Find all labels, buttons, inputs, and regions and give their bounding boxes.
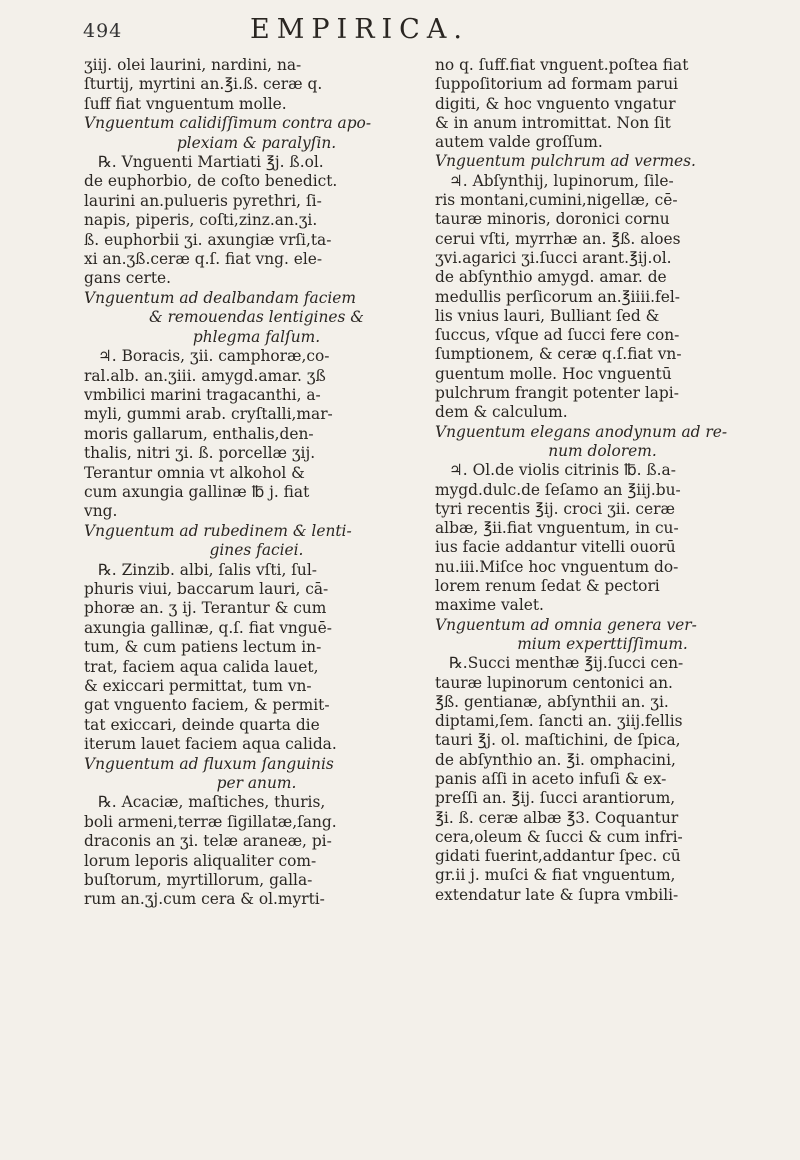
recipe-heading: gines faciei. bbox=[209, 541, 304, 560]
text-line: phoræ an. ʒ ij. Terantur & cum bbox=[84, 599, 327, 618]
text-line: & in anum intromittat. Non ſit bbox=[435, 113, 671, 132]
text-line: Terantur omnia vt alkohol & bbox=[84, 463, 305, 482]
text-line: albæ, ℥ii.fiat vnguentum, in cu- bbox=[435, 519, 679, 538]
text-line: pulchrum frangit potenter lapi- bbox=[435, 384, 679, 403]
text-line: xi an.ʒß.ceræ q.ſ. fiat vng. ele- bbox=[84, 250, 323, 269]
text-line: laurini an.pulueris pyrethri, ſi- bbox=[84, 191, 322, 210]
text-line: de abſynthio amygd. amar. de bbox=[435, 268, 667, 287]
recipe-start-line: ♃. Ol.de violis citrinis ℔. ß.a- bbox=[449, 461, 676, 480]
recipe-heading: num dolorem. bbox=[548, 441, 657, 460]
text-line: panis aſſi in aceto infuſi & ex- bbox=[435, 769, 667, 788]
text-line: vmbilici marini tragacanthi, a- bbox=[84, 385, 321, 404]
text-line: digiti, & hoc vnguento vngatur bbox=[435, 94, 676, 113]
text-line: lorum leporis aliqualiter com- bbox=[84, 851, 317, 870]
text-line: vng. bbox=[84, 502, 118, 521]
recipe-heading: plexiam & paralyſin. bbox=[176, 133, 337, 152]
recipe-start-line: ℞.Succi menthæ ℥ij.ſucci cen- bbox=[449, 654, 684, 673]
recipe-heading: Vnguentum ad fluxum ſanguinis bbox=[84, 754, 334, 773]
text-line: extendatur late & ſupra vmbili- bbox=[435, 885, 679, 904]
text-line: moris gallarum, enthalis,den- bbox=[84, 424, 314, 443]
text-line: no q. ſuff.fiat vnguent.poſtea fiat bbox=[435, 56, 689, 74]
recipe-start-line: ℞. Acaciæ, maſtiches, thuris, bbox=[98, 793, 326, 812]
text-line: napis, piperis, coſti,zinz.an.ʒi. bbox=[84, 211, 318, 230]
text-line: ſuccus, vſque ad ſucci fere con- bbox=[435, 326, 680, 345]
recipe-heading: phlegma falſum. bbox=[192, 327, 321, 346]
text-line: phuris viui, baccarum lauri, cā- bbox=[84, 579, 329, 598]
text-line: autem valde groſſum. bbox=[435, 133, 603, 152]
text-line: boli armeni,terræ ſigillatæ,ſang. bbox=[84, 812, 337, 831]
text-line: tat exiccari, deinde quarta die bbox=[84, 715, 320, 734]
text-line: diptami,ſem. ſancti an. ʒiij.fellis bbox=[435, 712, 683, 731]
text-line: buſtorum, myrtillorum, galla- bbox=[84, 871, 313, 890]
text-line: rum an.ʒj.cum cera & ol.myrti- bbox=[84, 890, 325, 909]
recipe-heading: Vnguentum elegans anodynum ad re- bbox=[435, 422, 728, 441]
text-line: & exiccari permittat, tum vn- bbox=[84, 677, 312, 695]
text-line: ſuppoſitorium ad formam parui bbox=[435, 75, 679, 94]
running-head: EMPIRICA. bbox=[250, 14, 469, 45]
text-line: maxime valet. bbox=[435, 596, 544, 615]
text-line: ſumptionem, & ceræ q.ſ.fiat vn- bbox=[435, 345, 682, 364]
recipe-heading: mium experttiſſimum. bbox=[517, 634, 688, 653]
text-line: tyri recentis ℥ij. croci ʒii. ceræ bbox=[435, 499, 675, 518]
page-number: 494 bbox=[83, 20, 123, 42]
text-line: trat, faciem aqua calida lauet, bbox=[84, 657, 319, 676]
recipe-heading: Vnguentum pulchrum ad vermes. bbox=[435, 152, 696, 171]
text-line: tauræ lupinorum centonici an. bbox=[435, 673, 673, 692]
text-line: nu.iii.Miſce hoc vnguentum do- bbox=[435, 557, 679, 576]
text-line: de euphorbio, de coſto benedict. bbox=[84, 172, 338, 191]
recipe-start-line: ♃. Abſynthij, lupinorum, ſile- bbox=[449, 171, 674, 190]
text-line: tauræ minoris, doronici cornu bbox=[435, 210, 670, 229]
text-line: gidati fuerint,addantur ſpec. cū bbox=[435, 847, 681, 866]
text-line: mygd.dulc.de ſeſamo an ℥iij.bu- bbox=[435, 480, 681, 499]
recipe-heading: Vnguentum ad omnia genera ver- bbox=[435, 615, 697, 634]
text-line: iterum lauet faciem aqua calida. bbox=[84, 735, 337, 754]
text-line: myli, gummi arab. cryſtalli,mar- bbox=[84, 405, 333, 424]
text-line: ʒvi.agarici ʒi.ſucci arant.℥ij.ol. bbox=[435, 248, 672, 267]
text-line: cerui vſti, myrrhæ an. ℥ß. aloes bbox=[435, 229, 681, 248]
text-line: gr.ii j. muſci & fiat vnguentum, bbox=[435, 866, 676, 885]
text-line: draconis an ʒi. telæ araneæ, pi- bbox=[84, 832, 332, 851]
text-line: cum axungia gallinæ ℔ j. fiat bbox=[84, 482, 310, 501]
recipe-start-line: ℞. Zinzib. albi, ſalis vſti, ſul- bbox=[98, 560, 317, 579]
text-line: ℥ß. gentianæ, abſynthii an. ʒi. bbox=[435, 692, 669, 711]
right-column bbox=[435, 56, 770, 905]
text-line: preſſi an. ℥ij. ſucci arantiorum, bbox=[435, 789, 676, 808]
text-line: thalis, nitri ʒi. ß. porcellæ ʒij. bbox=[84, 444, 316, 463]
text-line: guentum molle. Hoc vnguentū bbox=[435, 364, 672, 383]
text-line: gans certe. bbox=[84, 269, 172, 288]
text-line: ris montani,cumini,nigellæ, cē- bbox=[435, 191, 678, 210]
text-line: axungia gallinæ, q.ſ. fiat vnguē- bbox=[84, 618, 332, 637]
text-line: ʒiij. olei laurini, nardini, na- bbox=[84, 56, 302, 74]
left-column bbox=[84, 56, 429, 910]
text-line: tauri ℥j. ol. maſtichini, de ſpica, bbox=[435, 731, 681, 750]
recipe-heading: Vnguentum ad rubedinem & lenti- bbox=[84, 521, 352, 540]
text-line: gat vnguento faciem, & permit- bbox=[84, 696, 330, 715]
text-line: cera,oleum & ſucci & cum infri- bbox=[435, 827, 683, 846]
text-line: lis vnius lauri, Bulliant ſed & bbox=[435, 306, 660, 325]
recipe-heading: & remouendas lentigines & bbox=[148, 308, 364, 327]
text-line: medullis perſicorum an.℥iiii.fel- bbox=[435, 287, 680, 306]
text-line: dem & calculum. bbox=[435, 403, 568, 422]
text-line: ius facie addantur vitelli ouorū bbox=[435, 538, 676, 557]
recipe-start-line: ℞. Vnguenti Martiati ℥j. ß.ol. bbox=[98, 153, 324, 172]
recipe-heading: Vnguentum calidiſſimum contra apo- bbox=[84, 114, 372, 133]
text-line: ß. euphorbii ʒi. axungiæ vrſi,ta- bbox=[84, 230, 332, 249]
recipe-heading: Vnguentum ad dealbandam faciem bbox=[84, 288, 356, 307]
recipe-start-line: ♃. Boracis, ʒii. camphoræ,co- bbox=[98, 347, 330, 366]
text-line: ℥i. ß. ceræ albæ ℥3. Coquantur bbox=[435, 808, 679, 827]
recipe-heading: per anum. bbox=[216, 774, 297, 793]
text-line: ral.alb. an.ʒiii. amygd.amar. ʒß bbox=[84, 366, 326, 385]
text-line: de abſynthio an. ℥i. omphacini, bbox=[435, 750, 676, 769]
text-line: ſturtij, myrtini an.℥i.ß. ceræ q. bbox=[84, 75, 323, 94]
text-line: tum, & cum patiens lectum in- bbox=[84, 638, 322, 657]
text-line: ſuff fiat vnguentum molle. bbox=[84, 94, 287, 113]
text-line: lorem renum ſedat & pectori bbox=[435, 577, 660, 596]
